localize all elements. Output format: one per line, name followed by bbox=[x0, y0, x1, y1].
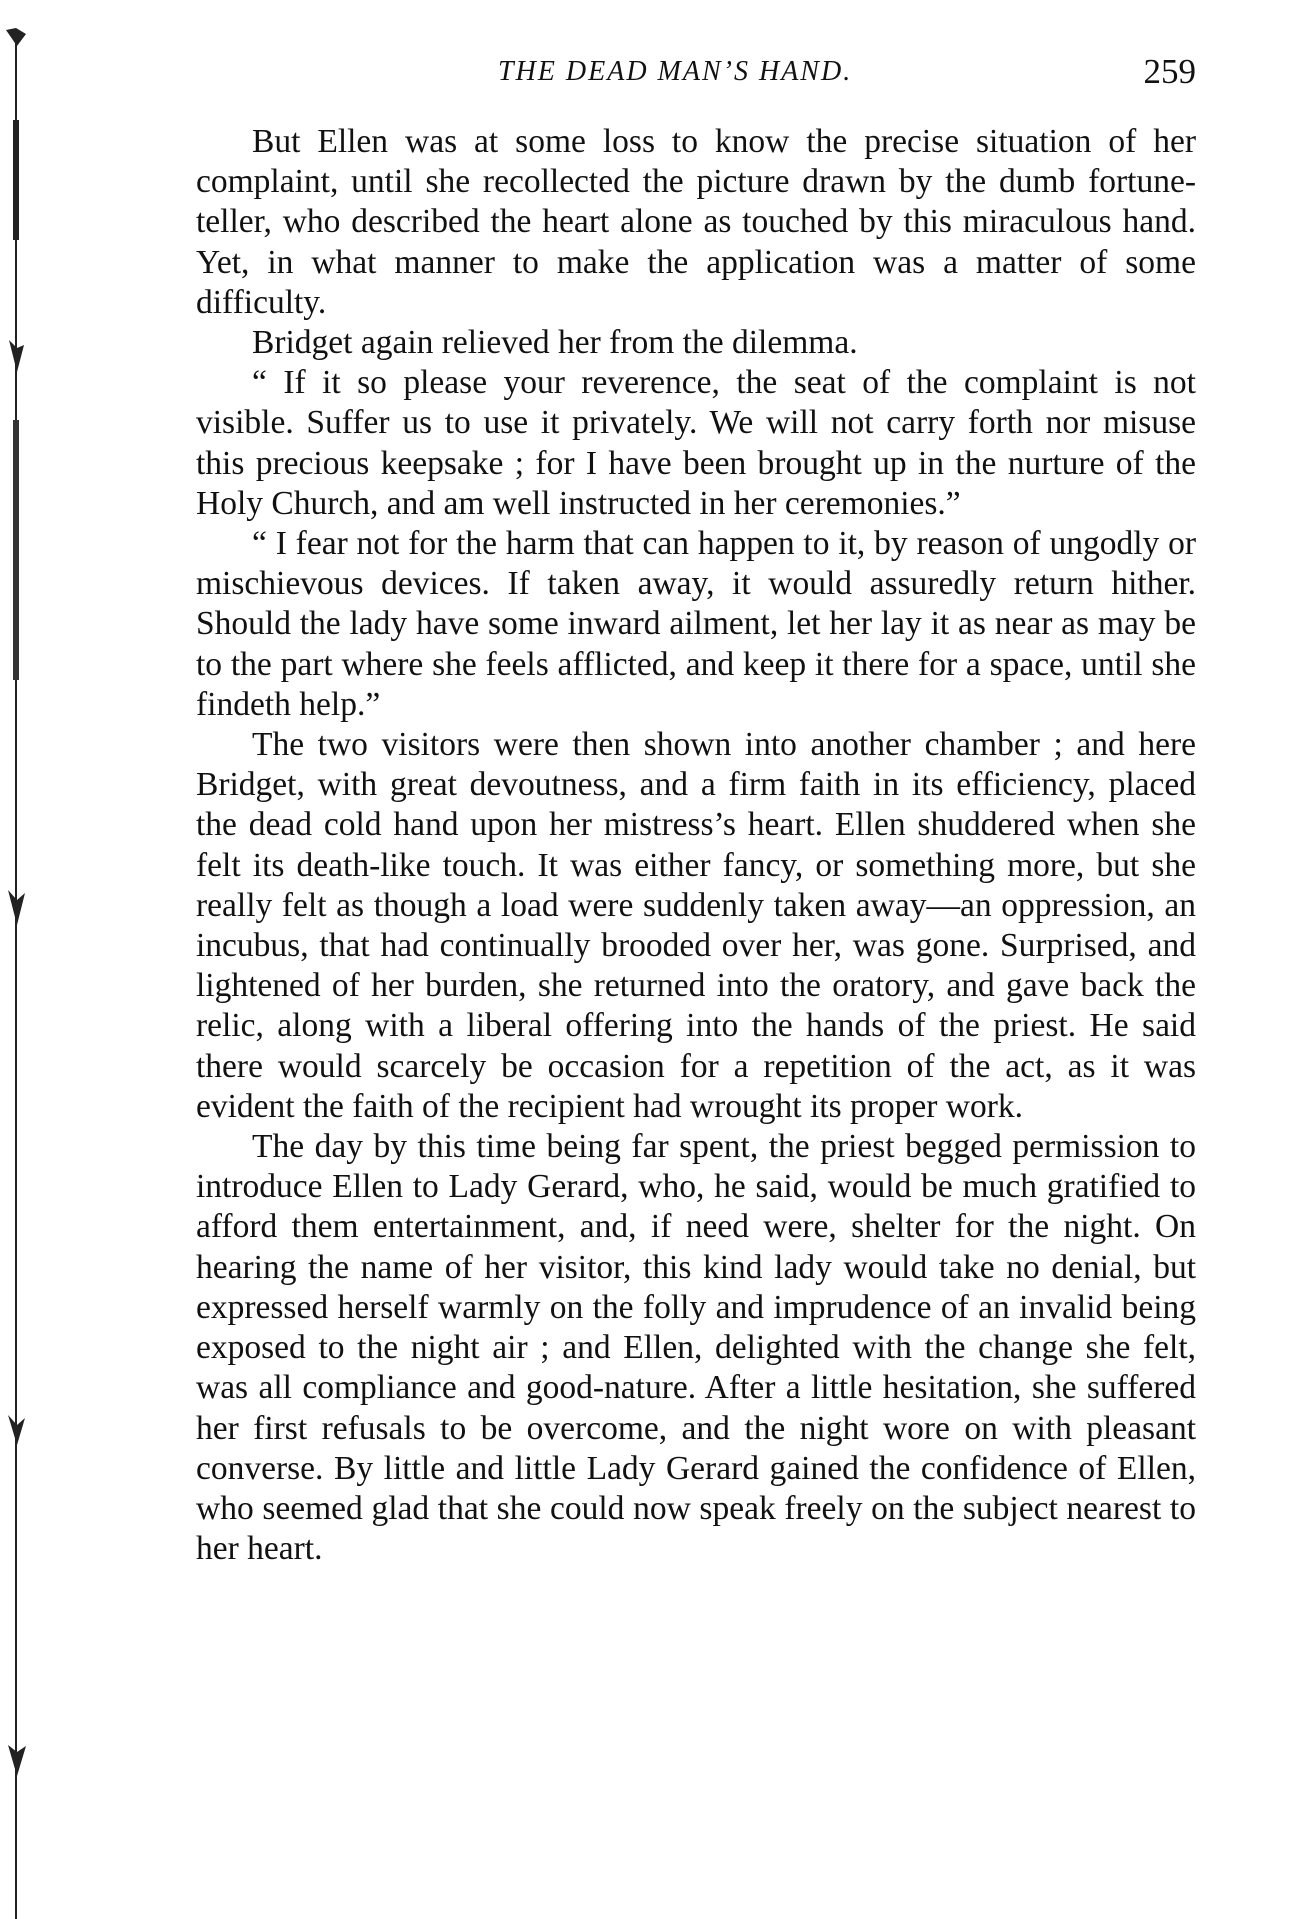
paragraph: The two visitors were then shown into another chamber ; and here Bridget, with great devoutness, and a firm faith in its efficiency, placed the dead cold hand upon her mistress’s heart. Ellen shuddered when she felt its death-like touch. It was either fancy, or something more, but she really felt as though a load were suddenly taken away—an oppression, an incubus, that had continually brooded over her, was gone. Surprised, and lightened of her burden, she returned into the oratory, and gave back the relic, along with a liberal offering into the hands of the priest. He said there would scarcely be occasion for a repetition of the act, as it was evident the faith of the recipient had wrought its proper work. bbox=[196, 726, 1196, 1125]
paragraph: But Ellen was at some loss to know the precise situation of her complaint, until she recollected the picture drawn by the dumb fortune-teller, who described the heart alone as touched by this miraculous hand. Yet, in what manner to make the application was a matter of some difficulty. bbox=[196, 123, 1196, 321]
paragraph: Bridget again relieved her from the dilemma. bbox=[252, 324, 858, 362]
page-number: 259 bbox=[1143, 52, 1196, 91]
paragraph: The day by this time being far spent, the priest begged permission to introduce Ellen to Lady Gerard, who, he said, would be much gratified to afford them entertainment, and, if need were, shelter for the night. On hearing the name of her visitor, this kind lady would take no denial, but expressed herself warmly on the folly and imprudence of an invalid being exposed to the night air ; and Ellen, delighted with the change she felt, was all compliance and good-nature. After a little hesitation, she suffered her first refusals to be overcome, and the night wore on with pleasant converse. By little and little Lady Gerard gained the confidence of Ellen, who seemed glad that she could now speak freely on the subject nearest to her heart. bbox=[196, 1128, 1196, 1568]
paragraph: “ I fear not for the harm that can happen to it, by reason of ungodly or mischievous devices. If taken away, it would assuredly return hither. Should the lady have some inward ailment, let her lay it as near as may be to the part where she feels afflicted, and keep it there for a space, until she findeth help.” bbox=[196, 525, 1196, 723]
running-head bbox=[200, 52, 1196, 102]
running-title: THE DEAD MAN’S HAND. bbox=[498, 56, 853, 87]
body-text bbox=[196, 122, 1196, 1569]
binding-stitch-marks bbox=[4, 0, 34, 1919]
paragraph: “ If it so please your reverence, the seat of the complaint is not visible. Suffer us to use it privately. We will not carry forth nor misuse this precious keepsake ; for I have been brought up in the nurture of the Holy Church, and am well instructed in her ceremonies.” bbox=[196, 364, 1196, 522]
